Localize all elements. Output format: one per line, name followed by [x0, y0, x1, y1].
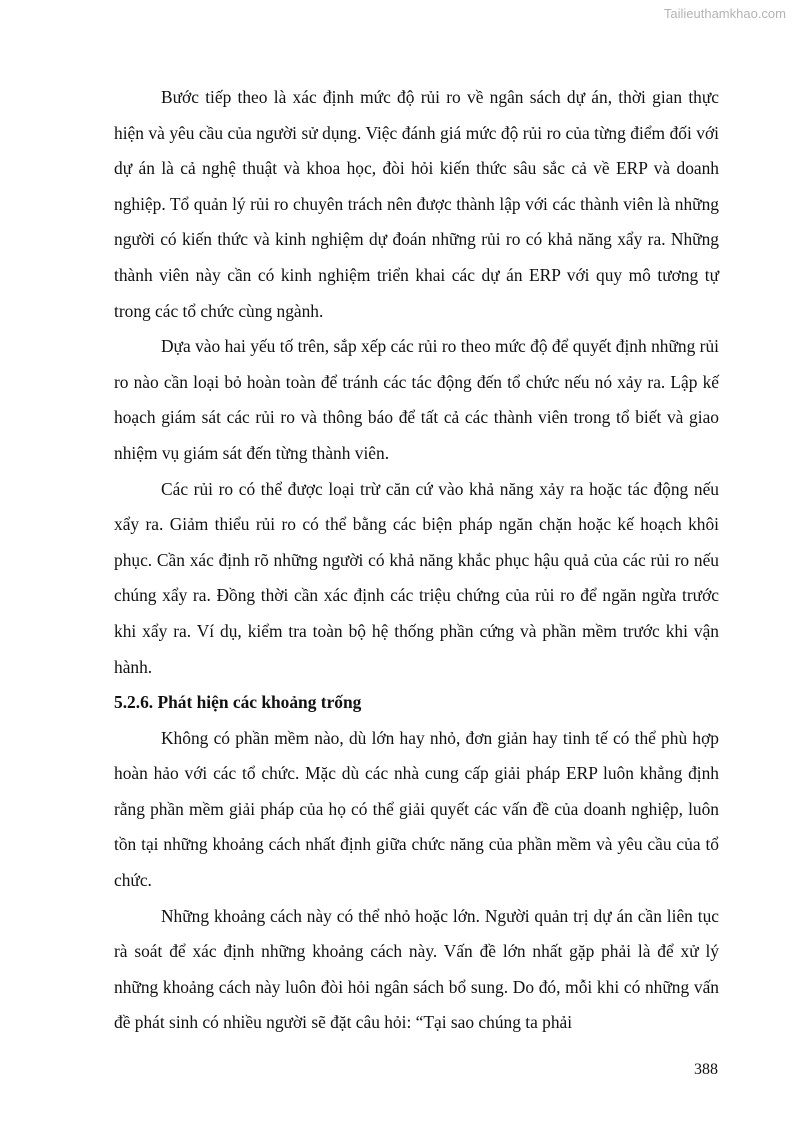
watermark: Tailieuthamkhao.com: [663, 6, 786, 21]
paragraph-software-fit: Không có phần mềm nào, dù lớn hay nhỏ, đơn giản hay tinh tế có thể phù hợp hoàn hảo với các tổ chức. Mặc dù các nhà cung cấp giải pháp ERP luôn khẳng định rằng phần mềm giải pháp của họ có thể giải quyết các vấn đề của doanh nghiệp, luôn tồn tại những khoảng cách nhất định giữa chức năng của phần mềm và yêu cầu của tổ chức.: [114, 727, 719, 891]
section-heading-gap-detection: 5.2.6. Phát hiện các khoảng trống: [114, 692, 362, 713]
paragraph-risk-ranking: Dựa vào hai yếu tố trên, sắp xếp các rủi ro theo mức độ để quyết định những rủi ro nào cần loại bỏ hoàn toàn để tránh các tác động đến tổ chức nếu nó xảy ra. Lập kế hoạch giám sát các rủi ro và thông báo để tất cả các thành viên trong tổ biết và giao nhiệm vụ giám sát đến từng thành viên.: [114, 336, 719, 463]
page-number: 388: [694, 1061, 718, 1078]
paragraph-gap-budget: Những khoảng cách này có thể nhỏ hoặc lớn. Người quản trị dự án cần liên tục rà soát để xác định những khoảng cách này. Vấn đề lớn nhất gặp phải là để xử lý những khoảng cách này luôn đòi hỏi ngân sách bổ sung. Do đó, mỗi khi có những vấn đề phát sinh có nhiều người sẽ đặt câu hỏi: “Tại sao chúng ta phải: [114, 905, 719, 1033]
page-body: [114, 80, 719, 1041]
paragraph-risk-mitigation: Các rủi ro có thể được loại trừ căn cứ vào khả năng xảy ra hoặc tác động nếu xẩy ra. Giảm thiểu rủi ro có thể bằng các biện pháp ngăn chặn hoặc kế hoạch khôi phục. Cần xác định rõ những người có khả năng khắc phục hậu quả của các rủi ro nếu chúng xẩy ra. Đồng thời cần xác định các triệu chứng của rủi ro để ngăn ngừa trước khi xẩy ra. Ví dụ, kiểm tra toàn bộ hệ thống phần cứng và phần mềm trước khi vận hành.: [114, 478, 719, 677]
paragraph-risk-assessment: Bước tiếp theo là xác định mức độ rủi ro về ngân sách dự án, thời gian thực hiện và yêu cầu của người sử dụng. Việc đánh giá mức độ rủi ro của từng điểm đối với dự án là cả nghệ thuật và khoa học, đòi hỏi kiến thức sâu sắc cả về ERP và doanh nghiệp. Tổ quản lý rủi ro chuyên trách nên được thành lập với các thành viên là những người có kiến thức và kinh nghiệm dự đoán những rủi ro có khả năng xẩy ra. Những thành viên này cần có kinh nghiệm triển khai các dự án ERP với quy mô tương tự trong các tổ chức cùng ngành.: [114, 87, 719, 321]
